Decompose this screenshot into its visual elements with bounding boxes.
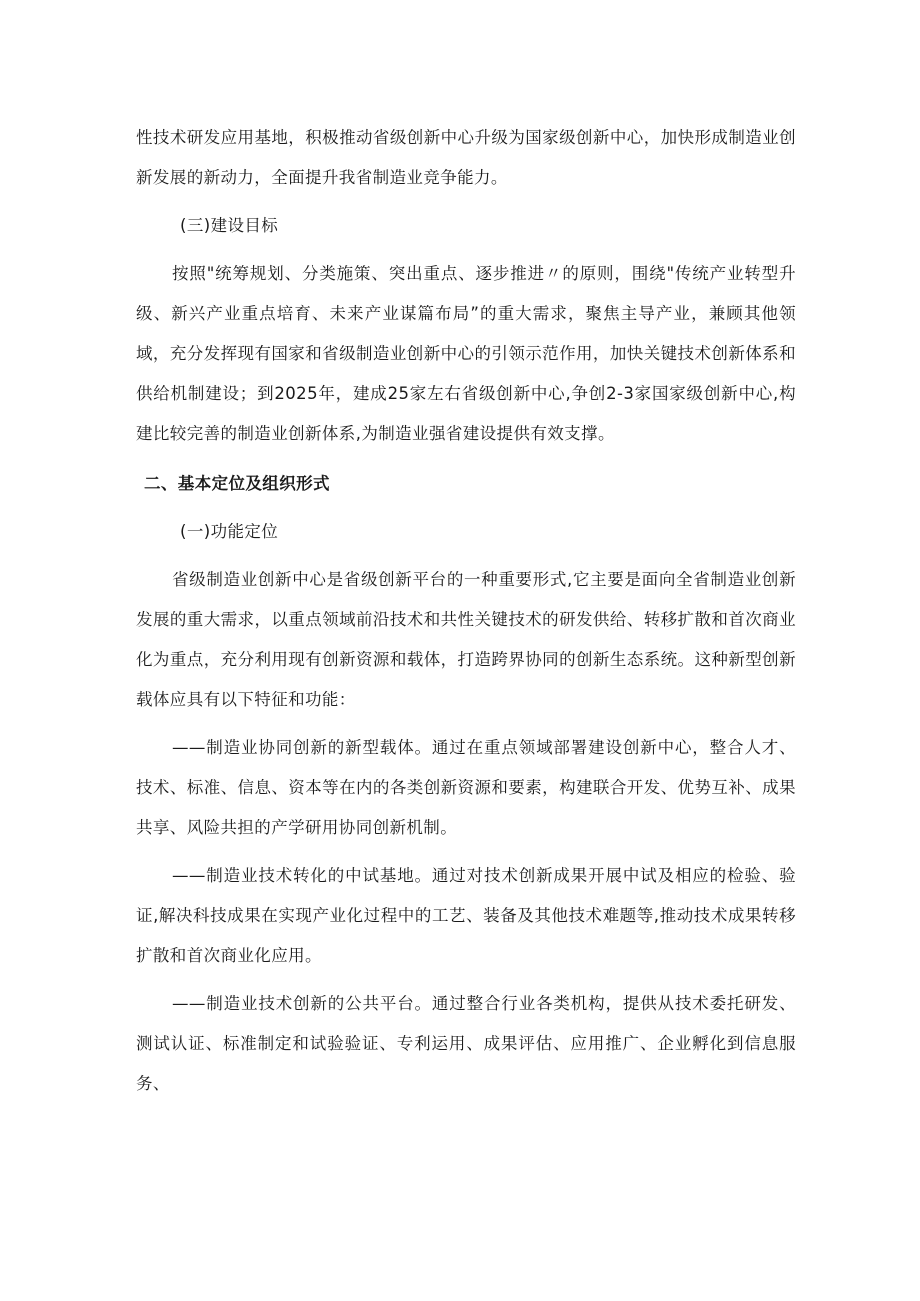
- spacer: [136, 552, 796, 560]
- paragraph-pilot-base: ——制造业技术转化的中试基地。通过对技术创新成果开展中试及相应的检验、验证,解决科技成果在实现产业化过程中的工艺、装备及其他技术难题等,推动技术成果转移扩散和首次商业化应用。: [136, 866, 796, 965]
- section-heading-basic-positioning: 二、基本定位及组织形式: [144, 474, 330, 493]
- subheading-construction-target: (三)建设目标: [180, 216, 279, 235]
- paragraph-collaborative-carrier: ——制造业协同创新的新型载体。通过在重点领域部署建设创新中心，整合人才、技术、标准、信息、资本等在内的各类创新资源和要素，构建联合开发、优势互补、成果共享、风险共担的产学研用协同创新机制。: [136, 738, 796, 837]
- document-body: [136, 118, 796, 1104]
- paragraph-public-platform: ——制造业技术创新的公共平台。通过整合行业各类机构，提供从技术委托研发、测试认证、标准制定和试验验证、专利运用、成果评估、应用推广、企业孵化到信息服务、: [136, 994, 796, 1093]
- spacer: [136, 848, 796, 856]
- subheading-function-positioning: (一)功能定位: [180, 522, 279, 541]
- spacer: [136, 454, 796, 464]
- spacer: [136, 246, 796, 254]
- spacer: [136, 198, 796, 206]
- spacer: [136, 504, 796, 512]
- spacer: [136, 720, 796, 728]
- spacer: [136, 976, 796, 984]
- paragraph-continuation: 性技术研发应用基地，积极推动省级创新中心升级为国家级创新中心，加快形成制造业创新发展的新动力，全面提升我省制造业竞争能力。: [136, 128, 796, 187]
- paragraph-function-positioning: 省级制造业创新中心是省级创新平台的一种重要形式,它主要是面向全省制造业创新发展的重大需求，以重点领域前沿技术和共性关键技术的研发供给、转移扩散和首次商业化为重点，充分利用现有创新资源和载体，打造跨界协同的创新生态系统。这种新型创新载体应具有以下特征和功能：: [136, 570, 796, 709]
- paragraph-construction-target: 按照"统筹规划、分类施策、突出重点、逐步推进〃的原则，围绕"传统产业转型升级、新兴产业重点培育、未来产业谋篇布局”的重大需求，聚焦主导产业，兼顾其他领域，充分发挥现有国家和省级制造业创新中心的引领示范作用，加快关键技术创新体系和供给机制建设；到2025年，建成25家左右省级创新中心,争创2-3家国家级创新中心,构建比较完善的制造业创新体系,为制造业强省建设提供有效支撑。: [136, 264, 796, 443]
